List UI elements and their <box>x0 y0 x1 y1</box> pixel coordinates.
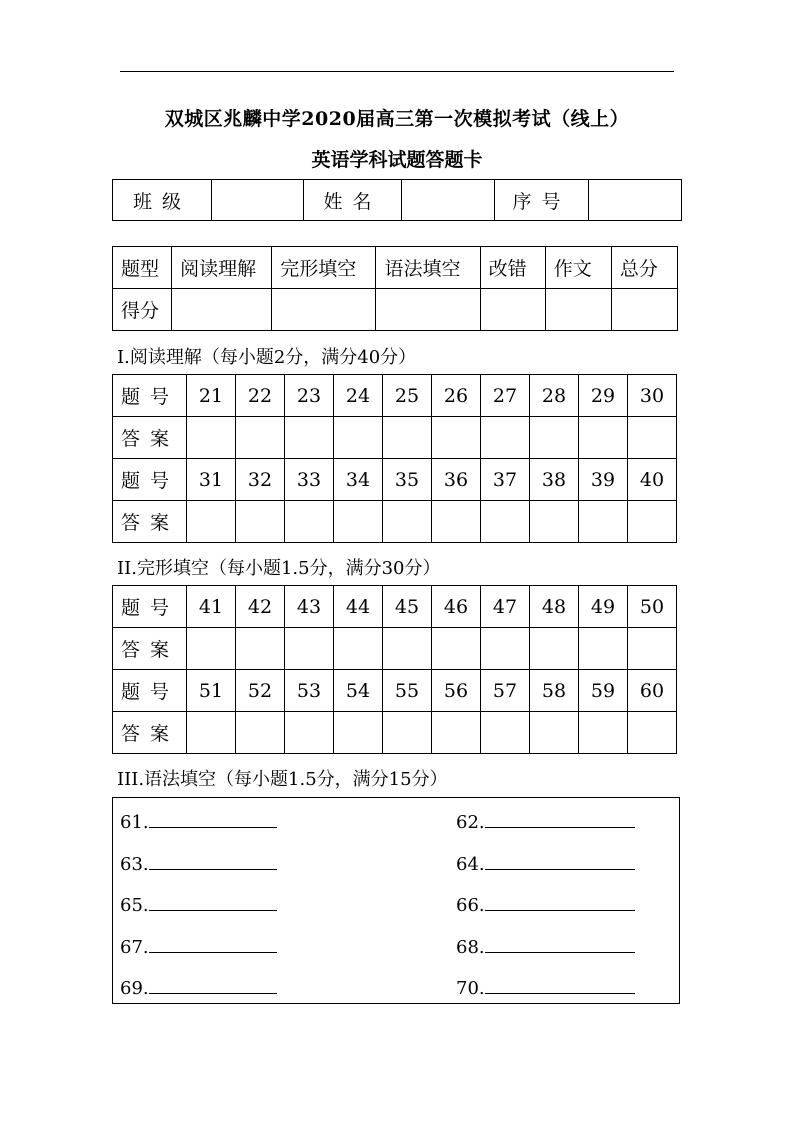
score-header-reading: 阅读理解 <box>172 247 272 289</box>
section-heading-cloze: II.完形填空（每小题1.5分，满分30分） <box>117 558 441 579</box>
grammar-blank-item <box>120 851 277 875</box>
question-number: 60 <box>628 670 677 712</box>
score-summary-table <box>112 246 678 331</box>
question-number: 59 <box>579 670 628 712</box>
grammar-blanks-box <box>112 797 680 1004</box>
question-number: 40 <box>628 459 677 501</box>
blank-number: 66. <box>456 895 485 916</box>
question-number: 46 <box>432 586 481 628</box>
question-number: 43 <box>285 586 334 628</box>
blank-answer-line[interactable] <box>149 851 277 870</box>
question-number: 25 <box>383 375 432 417</box>
question-number: 32 <box>236 459 285 501</box>
grammar-blank-item <box>120 892 277 916</box>
blank-answer-line[interactable] <box>485 934 635 953</box>
answer-cell[interactable] <box>432 417 481 459</box>
grammar-blank-item <box>456 851 635 875</box>
question-number: 27 <box>481 375 530 417</box>
answer-cell[interactable] <box>334 501 383 543</box>
answer-cell[interactable] <box>285 417 334 459</box>
answer-cell[interactable] <box>432 628 481 670</box>
question-number-label: 题号 <box>113 375 187 417</box>
answer-sheet-subtitle: 英语学科试题答题卡 <box>311 149 483 171</box>
answer-cell[interactable] <box>628 712 677 754</box>
score-header-writing: 作文 <box>545 247 611 289</box>
answer-cell[interactable] <box>334 417 383 459</box>
question-number: 53 <box>285 670 334 712</box>
question-number: 57 <box>481 670 530 712</box>
blank-number: 64. <box>456 853 485 875</box>
blank-answer-line[interactable] <box>149 975 277 994</box>
question-number: 37 <box>481 459 530 501</box>
question-number: 26 <box>432 375 481 417</box>
blank-number: 69. <box>120 978 149 999</box>
blank-answer-line[interactable] <box>149 934 277 953</box>
question-number: 35 <box>383 459 432 501</box>
answer-cell[interactable] <box>628 417 677 459</box>
top-rule <box>120 71 674 72</box>
answer-cell[interactable] <box>481 712 530 754</box>
answer-cell[interactable] <box>383 417 432 459</box>
section-heading-grammar: III.语法填空（每小题1.5分，满分15分） <box>117 769 448 790</box>
grammar-blank-item <box>120 975 277 999</box>
question-number: 47 <box>481 586 530 628</box>
answer-label: 答案 <box>113 712 187 754</box>
grammar-blank-item <box>456 975 635 999</box>
question-number: 45 <box>383 586 432 628</box>
answer-cell[interactable] <box>530 417 579 459</box>
exam-title: 双城区兆麟中学2020届高三第一次模拟考试（线上） <box>164 108 630 130</box>
answer-cell[interactable] <box>628 501 677 543</box>
answer-cell[interactable] <box>579 628 628 670</box>
question-number: 44 <box>334 586 383 628</box>
answer-cell[interactable] <box>383 712 432 754</box>
question-number: 51 <box>187 670 236 712</box>
score-cell[interactable] <box>611 289 677 331</box>
name-field[interactable] <box>402 180 495 221</box>
cloze-answer-grid <box>112 585 677 754</box>
grammar-blank-item <box>456 809 635 833</box>
section-heading-reading: I.阅读理解（每小题2分，满分40分） <box>117 347 417 368</box>
blank-number: 63. <box>120 853 149 875</box>
blank-number: 67. <box>120 936 149 958</box>
question-number: 38 <box>530 459 579 501</box>
question-number: 30 <box>628 375 677 417</box>
grammar-blank-item <box>456 934 635 958</box>
question-number: 52 <box>236 670 285 712</box>
score-header-correction: 改错 <box>480 247 545 289</box>
score-header-total: 总分 <box>611 247 677 289</box>
seat-field[interactable] <box>589 180 682 221</box>
question-number: 31 <box>187 459 236 501</box>
question-number: 49 <box>579 586 628 628</box>
question-number: 33 <box>285 459 334 501</box>
answer-cell[interactable] <box>187 628 236 670</box>
score-cell[interactable] <box>172 289 272 331</box>
grammar-blank-item <box>120 809 277 833</box>
question-number: 36 <box>432 459 481 501</box>
answer-label: 答案 <box>113 417 187 459</box>
answer-label: 答案 <box>113 501 187 543</box>
answer-cell[interactable] <box>481 501 530 543</box>
blank-number: 70. <box>456 978 485 999</box>
score-header-type: 题型 <box>113 247 172 289</box>
class-field[interactable] <box>212 180 304 221</box>
answer-cell[interactable] <box>579 417 628 459</box>
name-label: 姓名 <box>304 180 402 221</box>
score-row-label: 得分 <box>113 289 172 331</box>
score-header-cloze: 完形填空 <box>272 247 376 289</box>
answer-label: 答案 <box>113 628 187 670</box>
blank-answer-line[interactable] <box>485 892 635 911</box>
score-cell[interactable] <box>376 289 480 331</box>
score-cell[interactable] <box>272 289 376 331</box>
answer-cell[interactable] <box>432 712 481 754</box>
answer-cell[interactable] <box>285 501 334 543</box>
answer-cell[interactable] <box>383 628 432 670</box>
answer-cell[interactable] <box>187 501 236 543</box>
answer-cell[interactable] <box>236 712 285 754</box>
answer-cell[interactable] <box>285 628 334 670</box>
question-number: 55 <box>383 670 432 712</box>
grammar-blank-item <box>456 892 635 916</box>
answer-cell[interactable] <box>481 417 530 459</box>
question-number: 50 <box>628 586 677 628</box>
reading-answer-grid <box>112 374 677 543</box>
class-label: 班级 <box>113 180 212 221</box>
question-number: 24 <box>334 375 383 417</box>
answer-cell[interactable] <box>187 712 236 754</box>
blank-number: 62. <box>456 812 485 833</box>
question-number: 54 <box>334 670 383 712</box>
blank-answer-line[interactable] <box>485 975 635 994</box>
blank-number: 65. <box>120 895 149 916</box>
question-number-label: 题号 <box>113 459 187 501</box>
answer-cell[interactable] <box>579 712 628 754</box>
answer-cell[interactable] <box>432 501 481 543</box>
answer-cell[interactable] <box>530 712 579 754</box>
blank-number: 61. <box>120 812 149 833</box>
answer-cell[interactable] <box>236 628 285 670</box>
answer-cell[interactable] <box>236 501 285 543</box>
answer-cell[interactable] <box>236 417 285 459</box>
question-number: 21 <box>187 375 236 417</box>
question-number: 23 <box>285 375 334 417</box>
question-number: 58 <box>530 670 579 712</box>
seat-label: 序号 <box>495 180 589 221</box>
blank-answer-line[interactable] <box>485 851 635 870</box>
score-cell[interactable] <box>545 289 611 331</box>
score-header-grammar: 语法填空 <box>376 247 480 289</box>
blank-answer-line[interactable] <box>149 809 277 828</box>
question-number-label: 题号 <box>113 670 187 712</box>
blank-number: 68. <box>456 936 485 958</box>
student-info-table <box>112 179 682 221</box>
question-number: 42 <box>236 586 285 628</box>
answer-cell[interactable] <box>481 628 530 670</box>
question-number: 34 <box>334 459 383 501</box>
question-number: 41 <box>187 586 236 628</box>
answer-cell[interactable] <box>334 628 383 670</box>
answer-cell[interactable] <box>285 712 334 754</box>
answer-cell[interactable] <box>628 628 677 670</box>
score-cell[interactable] <box>480 289 545 331</box>
question-number: 22 <box>236 375 285 417</box>
answer-cell[interactable] <box>530 501 579 543</box>
question-number: 28 <box>530 375 579 417</box>
grammar-blank-item <box>120 934 277 958</box>
answer-cell[interactable] <box>334 712 383 754</box>
question-number: 39 <box>579 459 628 501</box>
answer-cell[interactable] <box>383 501 432 543</box>
answer-cell[interactable] <box>530 628 579 670</box>
question-number: 29 <box>579 375 628 417</box>
question-number: 48 <box>530 586 579 628</box>
question-number-label: 题号 <box>113 586 187 628</box>
question-number: 56 <box>432 670 481 712</box>
answer-cell[interactable] <box>579 501 628 543</box>
answer-cell[interactable] <box>187 417 236 459</box>
blank-answer-line[interactable] <box>485 809 635 828</box>
blank-answer-line[interactable] <box>149 892 277 911</box>
